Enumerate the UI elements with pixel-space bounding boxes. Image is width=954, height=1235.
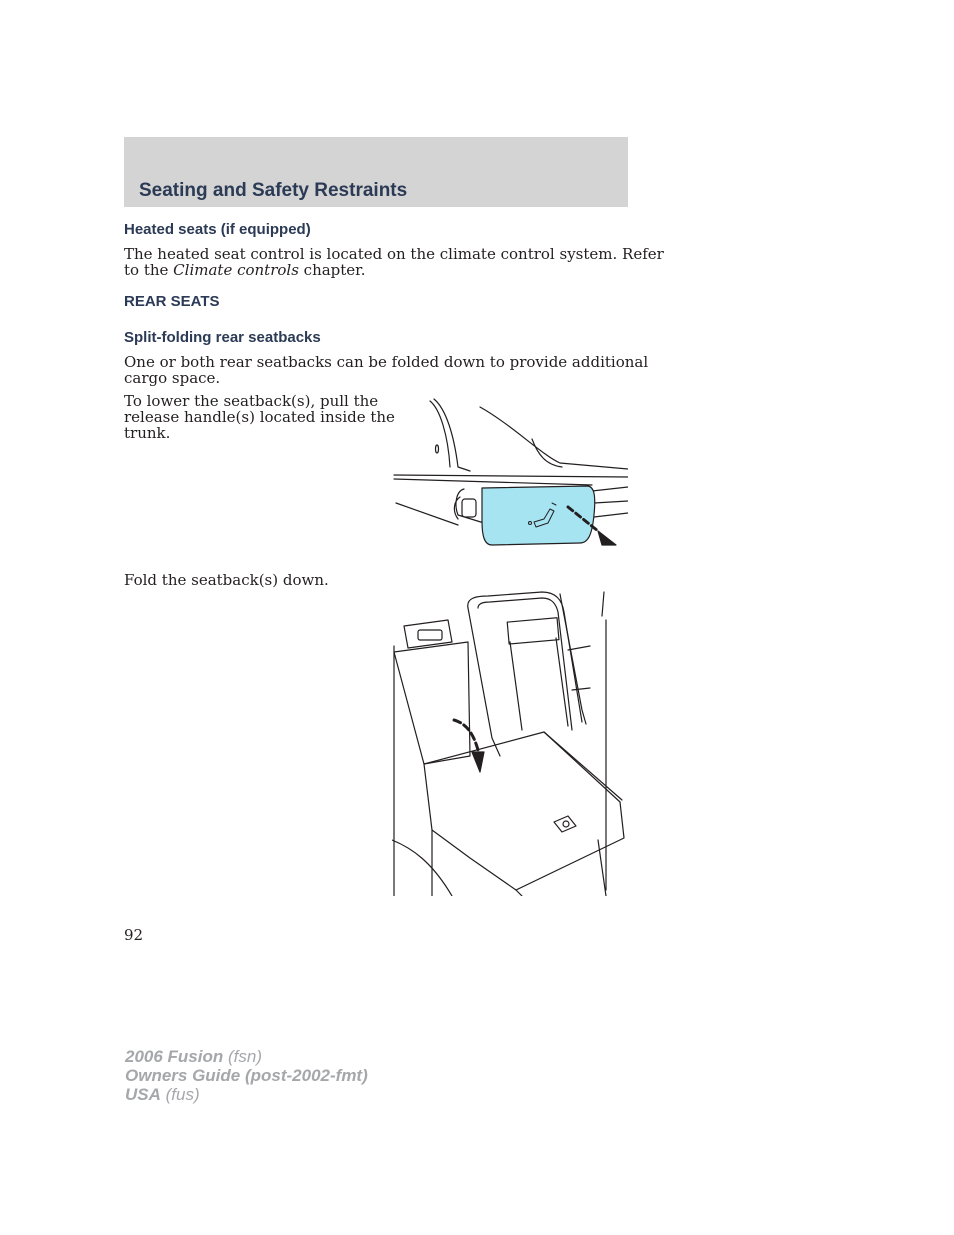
footer-model: 2006 Fusion (125, 1047, 224, 1066)
lower-seatback-line-1: To lower the seatback(s), pull the (124, 392, 379, 410)
release-handle-illustration (392, 395, 628, 555)
split-folding-line-1: One or both rear seatbacks can be folded down to provide additional (124, 353, 649, 371)
lower-seatback-paragraph (124, 393, 395, 441)
arrow-head (472, 752, 484, 772)
footer-line-1 (125, 1047, 368, 1066)
arrow-head (598, 531, 616, 545)
rear-deck-latch (404, 620, 452, 648)
footer-market-code: (fus) (160, 1085, 200, 1104)
heated-seats-line-1: The heated seat control is located on the climate control system. Refer (124, 245, 664, 263)
rear-seats-heading: REAR SEATS (124, 293, 220, 310)
split-folding-paragraph (124, 354, 648, 386)
heated-seats-text: to the (124, 261, 174, 279)
heated-seats-paragraph (124, 246, 664, 278)
section-title: Seating and Safety Restraints (139, 180, 408, 201)
footer-guide: Owners Guide (post-2002-fmt) (125, 1066, 368, 1085)
footer-market: USA (125, 1085, 161, 1104)
footer-line-2 (125, 1066, 368, 1085)
split-folding-heading: Split-folding rear seatbacks (124, 329, 321, 346)
lower-seatback-line-2: release handle(s) located inside the (124, 408, 395, 426)
document-footer (125, 1047, 368, 1104)
split-folding-line-2: cargo space. (124, 369, 221, 387)
seatback-release-icon (554, 816, 576, 832)
heated-seats-text-end: chapter. (298, 261, 366, 279)
fold-seatback-paragraph: Fold the seatback(s) down. (124, 571, 329, 589)
footer-model-code: (fsn) (223, 1047, 262, 1066)
heated-seats-heading: Heated seats (if equipped) (124, 221, 311, 238)
page-number: 92 (124, 926, 144, 944)
climate-controls-reference: Climate controls (173, 261, 299, 279)
heated-seats-line-2 (124, 262, 664, 278)
fold-seatback-illustration (392, 590, 628, 896)
section-header-band (124, 137, 628, 207)
lower-seatback-line-3: trunk. (124, 424, 171, 442)
fold-direction-arrow (454, 720, 478, 750)
footer-line-3 (125, 1085, 368, 1104)
